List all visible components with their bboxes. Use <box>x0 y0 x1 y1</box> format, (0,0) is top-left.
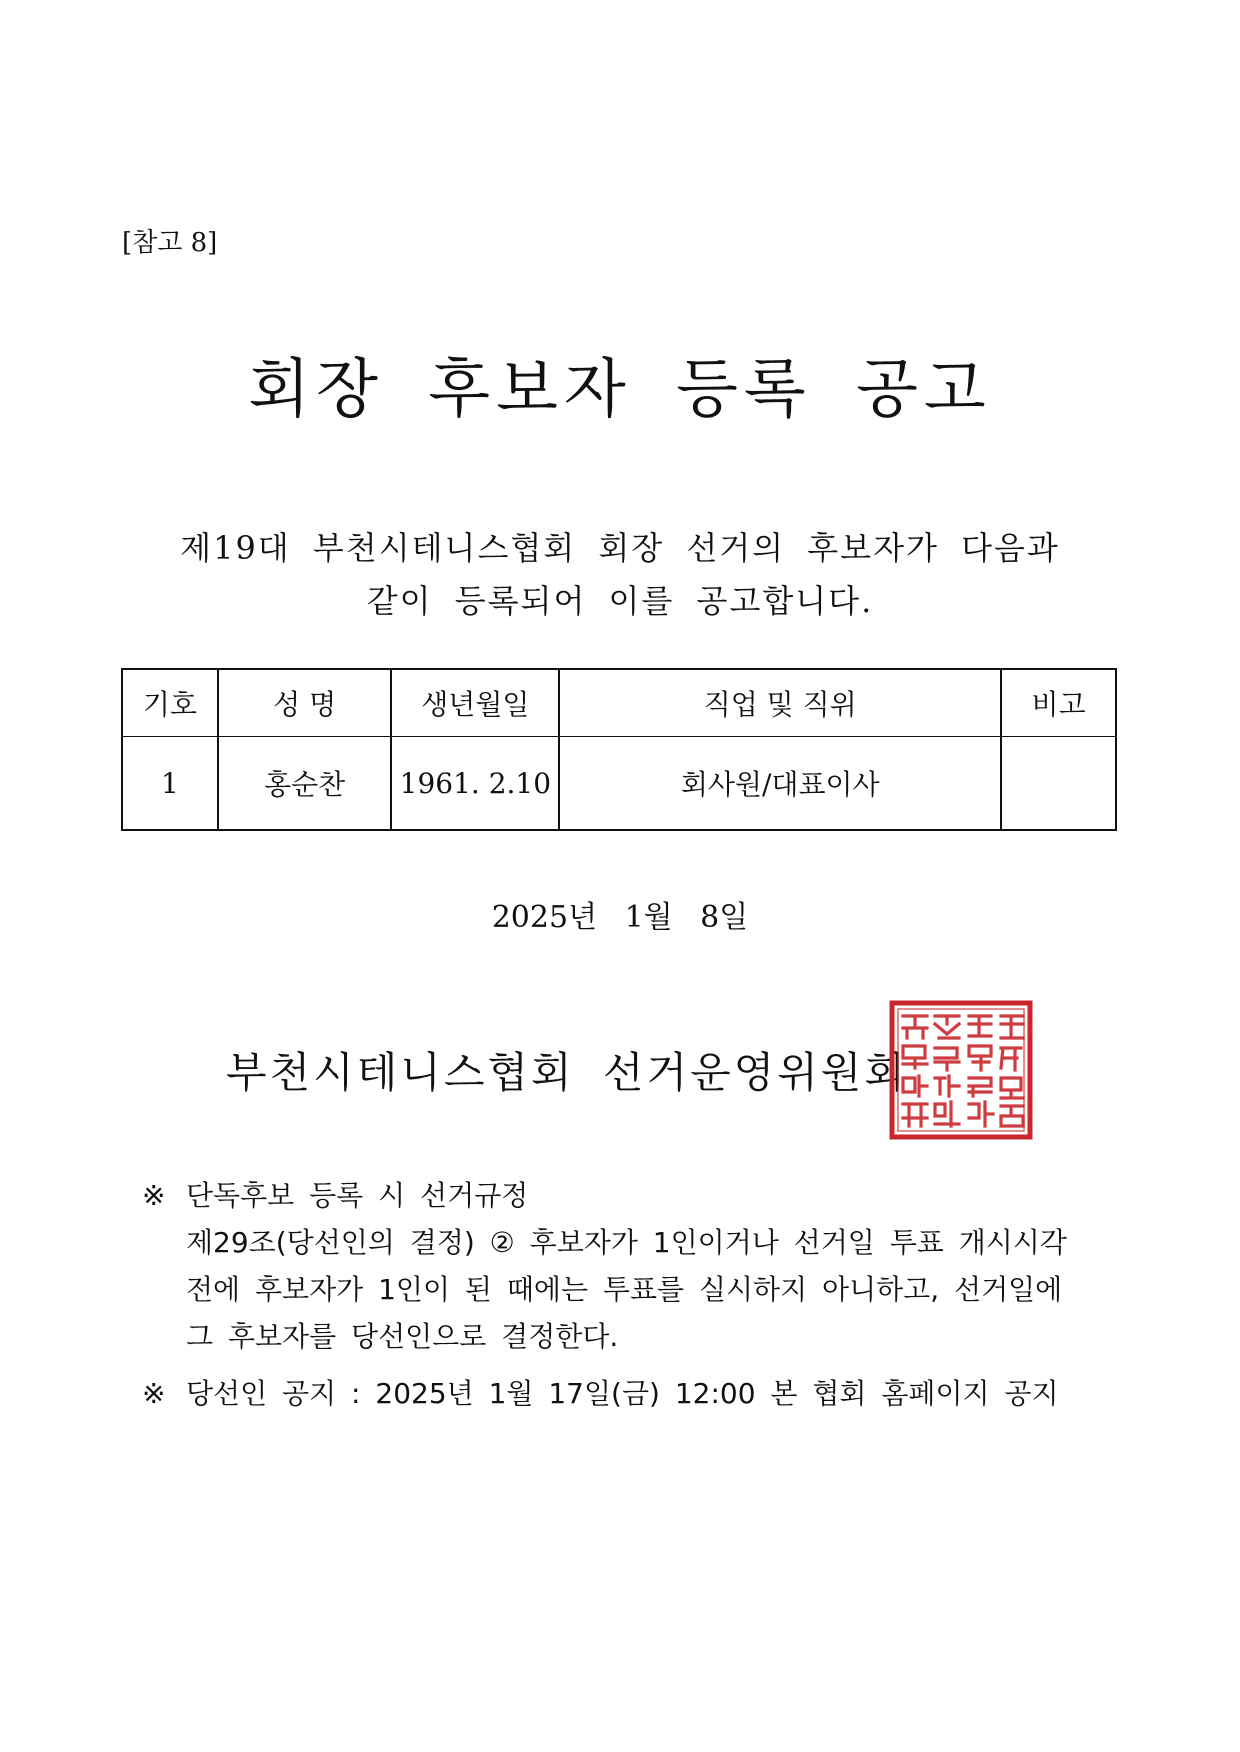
table-row <box>122 737 1116 831</box>
intro-text <box>120 522 1120 628</box>
header-occupation: 직업 및 직위 <box>559 669 1001 737</box>
cell-birthdate: 1961. 2.10 <box>391 737 559 831</box>
header-remarks: 비고 <box>1001 669 1116 737</box>
reference-mark-icon: ※ <box>142 1377 166 1410</box>
reference-mark-icon: ※ <box>142 1179 166 1212</box>
cell-number: 1 <box>122 737 218 831</box>
official-seal-icon <box>889 1000 1033 1140</box>
header-birthdate: 생년월일 <box>391 669 559 737</box>
header-name: 성 명 <box>218 669 392 737</box>
candidates-table <box>121 668 1117 831</box>
note-1-title-line <box>142 1172 1122 1219</box>
reference-label: [참고 8] <box>122 228 218 258</box>
organization-name: 부천시테니스협회 선거운영위원회 <box>226 1048 908 1097</box>
cell-remarks <box>1001 737 1116 831</box>
notes-section <box>142 1172 1122 1417</box>
note-2-line <box>142 1370 1122 1417</box>
table-header-row <box>122 669 1116 737</box>
note-1-line-3: 그 후보자를 당선인으로 결정한다. <box>186 1320 619 1353</box>
note-1-line-2: 전에 후보자가 1인이 된 때에는 투표를 실시하지 아니하고, 선거일에 <box>186 1273 1063 1306</box>
note-2-text: 당선인 공지 : 2025년 1월 17일(금) 12:00 본 협회 홈페이지 공지 <box>186 1377 1059 1410</box>
intro-line-1: 제19대 부천시테니스협회 회장 선거의 후보자가 다음과 <box>180 529 1060 567</box>
intro-line-2: 같이 등록되어 이를 공고합니다. <box>366 582 874 620</box>
cell-occupation: 회사원/대표이사 <box>559 737 1001 831</box>
cell-name: 홍순찬 <box>218 737 392 831</box>
note-1-title: 단독후보 등록 시 선거규정 <box>186 1179 529 1212</box>
announcement-date: 2025년 1월 8일 <box>491 900 749 935</box>
header-number: 기호 <box>122 669 218 737</box>
page-title: 회장 후보자 등록 공고 <box>248 353 992 427</box>
note-1-line-1: 제29조(당선인의 결정) ② 후보자가 1인이거나 선거일 투표 개시시각 <box>186 1226 1067 1259</box>
